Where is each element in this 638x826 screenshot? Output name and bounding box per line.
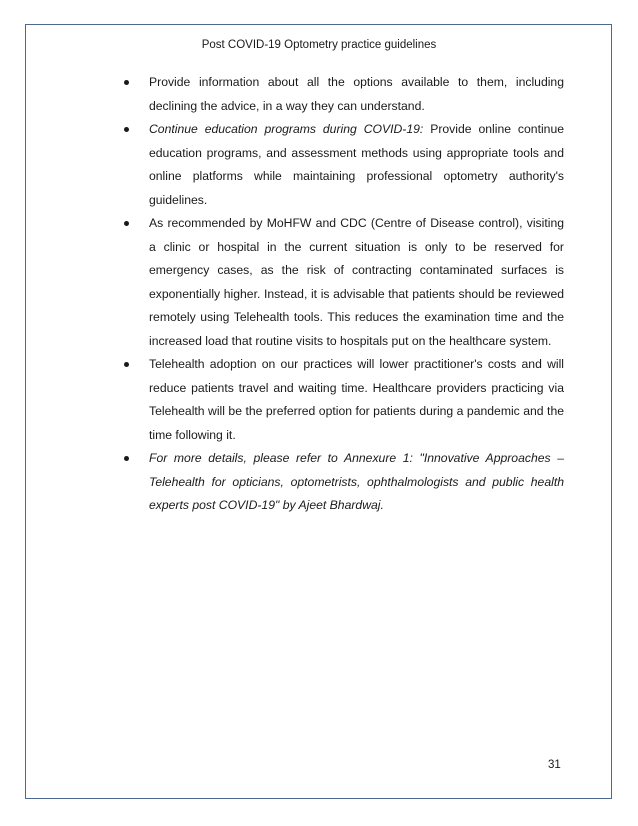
list-item-body: Provide information about all the options available to them, including declining the advice, in a way they can understand. — [149, 75, 564, 113]
list-item-text — [149, 353, 564, 447]
page-number: 31 — [548, 759, 561, 771]
list-item-text — [149, 212, 564, 353]
bullet-list — [124, 71, 564, 518]
list-item-text — [149, 447, 564, 518]
list-item-lead: For more details, please refer to Annexure 1: "Innovative Approaches – Telehealth for opticians, optometrists, ophthalmologists and public health experts post COVID-19" by Ajeet Bhardwaj. — [149, 451, 564, 512]
bullet-icon — [124, 456, 129, 461]
list-item-text — [149, 71, 564, 118]
list-item-body: Telehealth adoption on our practices will lower practitioner's costs and will reduce patients travel and waiting time. Healthcare providers practicing via Telehealth will be the preferred option for patients during a pandemic and the time following it. — [149, 357, 564, 442]
list-item — [124, 71, 564, 118]
list-item-lead: Continue education programs during COVID-19: — [149, 122, 424, 136]
list-item-body: As recommended by MoHFW and CDC (Centre of Disease control), visiting a clinic or hospital in the current situation is only to be reserved for emergency cases, as the risk of contracting contaminated surfaces is exponentially higher. Instead, it is advisable that patients should be reviewed remotely using Telehealth tools. This reduces the examination time and the increased load that routine visits to hospitals put on the healthcare system. — [149, 216, 564, 348]
list-item — [124, 353, 564, 447]
running-header: Post COVID-19 Optometry practice guidelines — [201, 39, 437, 51]
list-item — [124, 212, 564, 353]
list-item — [124, 118, 564, 212]
list-item-text — [149, 118, 564, 212]
bullet-icon — [124, 80, 129, 85]
list-item — [124, 447, 564, 518]
bullet-icon — [124, 221, 129, 226]
bullet-icon — [124, 362, 129, 367]
bullet-icon — [124, 127, 129, 132]
list-item-body: Provide online continue education programs, and assessment methods using appropriate tools and online platforms while maintaining professional optometry authority's guidelines. — [149, 122, 564, 207]
